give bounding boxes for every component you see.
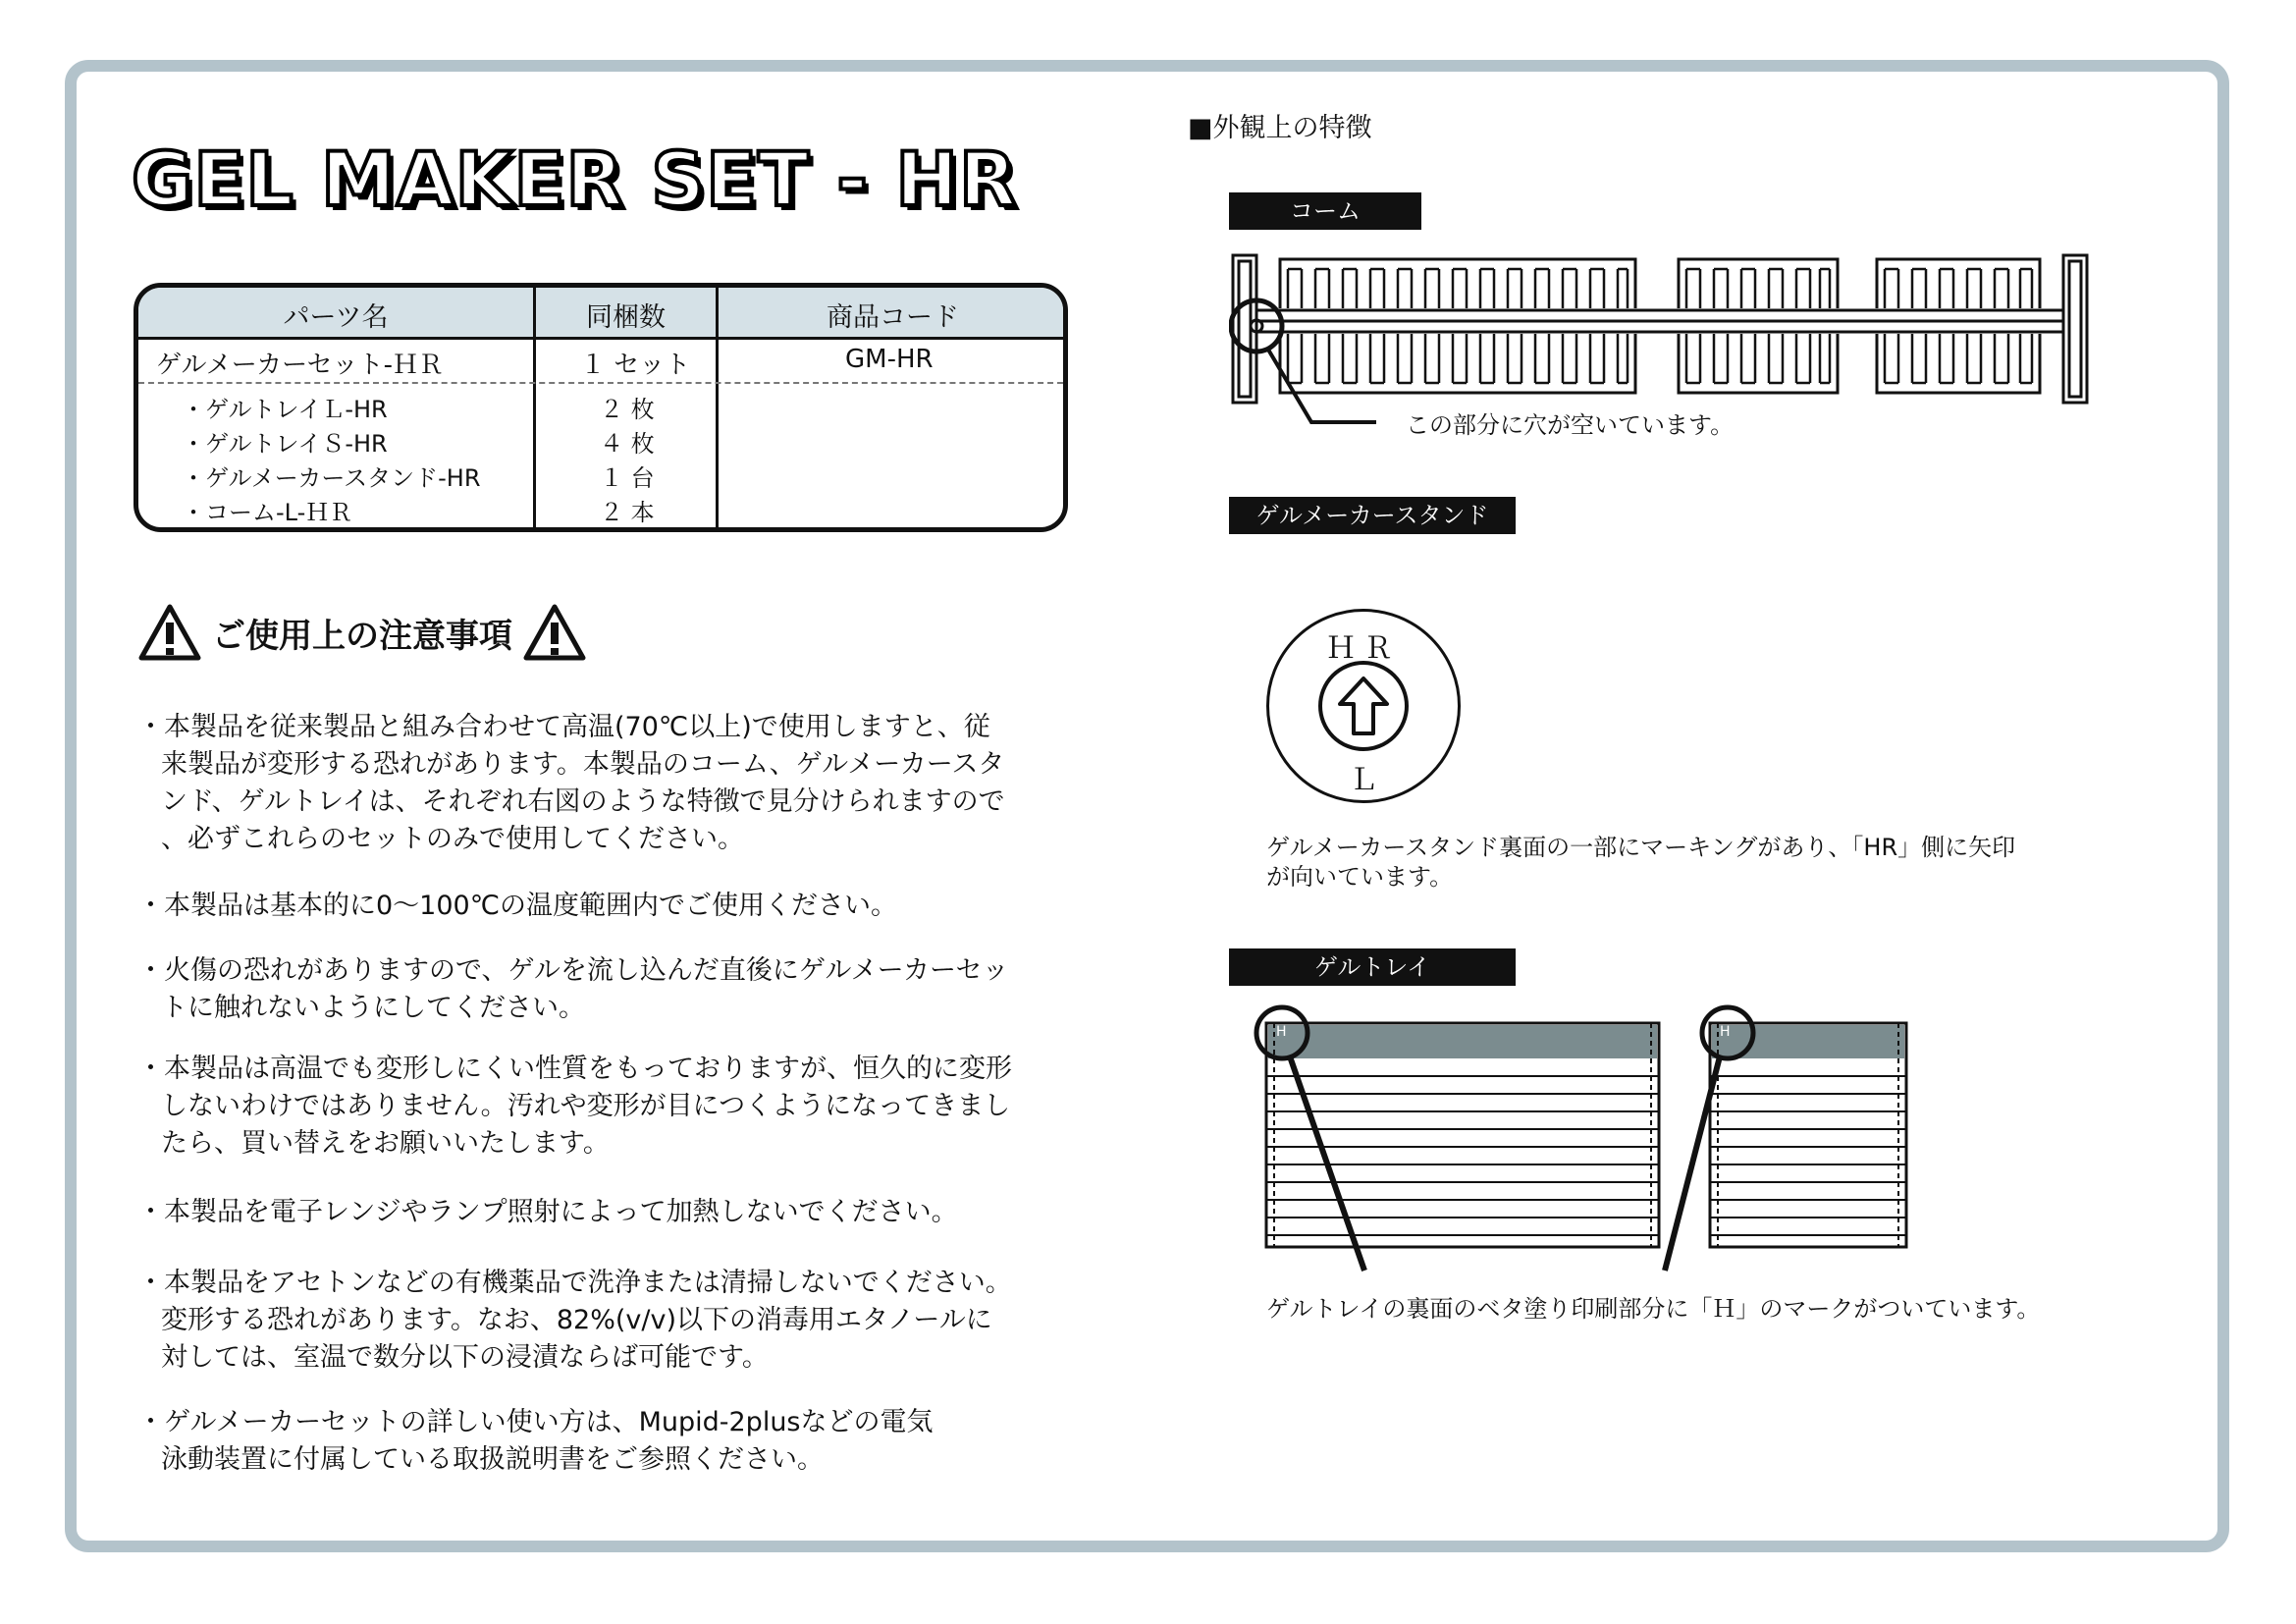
stand-mark-circle [1266, 609, 1461, 803]
note-line: 来製品が変形する恐れがあります。本製品のコーム、ゲルメーカースタ [161, 749, 1005, 780]
tray-mark-small: H [1720, 1024, 1731, 1040]
sub-row-count: １ 台 [600, 464, 655, 492]
caution-heading [137, 601, 587, 664]
caution-note [137, 1194, 1119, 1231]
note-line: ・本製品をアセトンなどの有機薬品で洗浄または清掃しないでください。 [137, 1268, 1012, 1298]
note-line: 泳動装置に付属している取扱説明書をご参照ください。 [161, 1444, 824, 1475]
header-parts-name: パーツ名 [283, 302, 389, 333]
note-line: トに触れないようにしてください。 [161, 993, 585, 1023]
row-divider [138, 382, 1063, 384]
comb-label: コーム [1229, 192, 1421, 230]
comb-callout: この部分に穴が空いています。 [1406, 411, 1735, 439]
caution-note [137, 1051, 1119, 1163]
stand-caption [1266, 833, 2015, 892]
sub-row-name: ・ゲルトレイＳ-HR [182, 430, 388, 458]
stand-mark-bottom: Ｌ [1349, 763, 1378, 797]
header-count: 同梱数 [586, 302, 666, 333]
sub-row-name: ・ゲルメーカースタンド-HR [182, 464, 481, 492]
caution-note [137, 1404, 1119, 1479]
main-row-count: １ セット [580, 351, 691, 380]
note-line: ・火傷の恐れがありますので、ゲルを流し込んだ直後にゲルメーカーセッ [137, 955, 1009, 986]
note-line: ・本製品は高温でも変形しにくい性質をもっておりますが、恒久的に変形 [137, 1054, 1012, 1084]
warning-icon [137, 603, 202, 662]
warning-icon [522, 603, 587, 662]
arrow-up-icon [1316, 659, 1411, 753]
caption-line: が向いています。 [1266, 863, 1454, 891]
note-line: ・本製品を従来製品と組み合わせて高温(70℃以上)で使用しますと、従 [137, 712, 990, 742]
caution-note [137, 1265, 1119, 1377]
stand-mark-top: ＨＲ [1326, 631, 1401, 666]
note-line: しないわけではありません。汚れや変形が目につくようになってきまし [161, 1091, 1011, 1121]
caution-title: ご使用上の注意事項 [212, 616, 512, 656]
page-title: GEL MAKER SET - HR [132, 135, 1018, 223]
note-line: たら、買い替えをお願いいたします。 [161, 1128, 610, 1159]
note-line: 対しては、室温で数分以下の浸漬ならば可能です。 [161, 1342, 769, 1373]
header-code: 商品コード [827, 302, 959, 333]
stand-label: ゲルメーカースタンド [1229, 497, 1516, 534]
main-row-name: ゲルメーカーセット-ＨＲ [156, 351, 445, 380]
caution-note [137, 952, 1119, 1027]
main-row-code: GM-HR [845, 345, 934, 374]
sub-row-name: ・コーム-L-ＨＲ [182, 499, 353, 526]
note-line: ・ゲルメーカーセットの詳しい使い方は、Mupid-2plusなどの電気 [137, 1407, 934, 1437]
sub-row-count: ２ 本 [600, 499, 655, 526]
caution-note [137, 709, 1119, 858]
note-line: ンド、ゲルトレイは、それぞれ右図のような特徴で見分けられますので [161, 786, 1005, 817]
note-line: ・本製品は基本的に0～100℃の温度範囲内でご使用ください。 [137, 891, 898, 921]
caption-line: ゲルメーカースタンド裏面の一部にマーキングがあり、「HR」側に矢印 [1266, 834, 2016, 861]
note-line: ・本製品を電子レンジやランプ照射によって加熱しないでください。 [137, 1197, 958, 1227]
tray-diagram [1247, 998, 1934, 1282]
sub-row-count: ４ 枚 [600, 430, 655, 458]
tray-mark-large: H [1276, 1024, 1287, 1040]
features-heading: ■外観上の特徴 [1188, 113, 1372, 143]
tray-label: ゲルトレイ [1229, 948, 1516, 986]
caution-note [137, 888, 1119, 925]
parts-table [133, 283, 1068, 532]
sub-row-name: ・ゲルトレイＬ-HR [182, 396, 388, 423]
note-line: 、必ずこれらのセットのみで使用してください。 [161, 824, 744, 854]
sub-row-count: ２ 枚 [600, 396, 655, 423]
note-line: 変形する恐れがあります。なお、82%(v/v)以下の消毒用エタノールに [161, 1305, 992, 1335]
tray-caption: ゲルトレイの裏面のベタ塗り印刷部分に「Ｈ」のマークがついています。 [1266, 1295, 2041, 1323]
